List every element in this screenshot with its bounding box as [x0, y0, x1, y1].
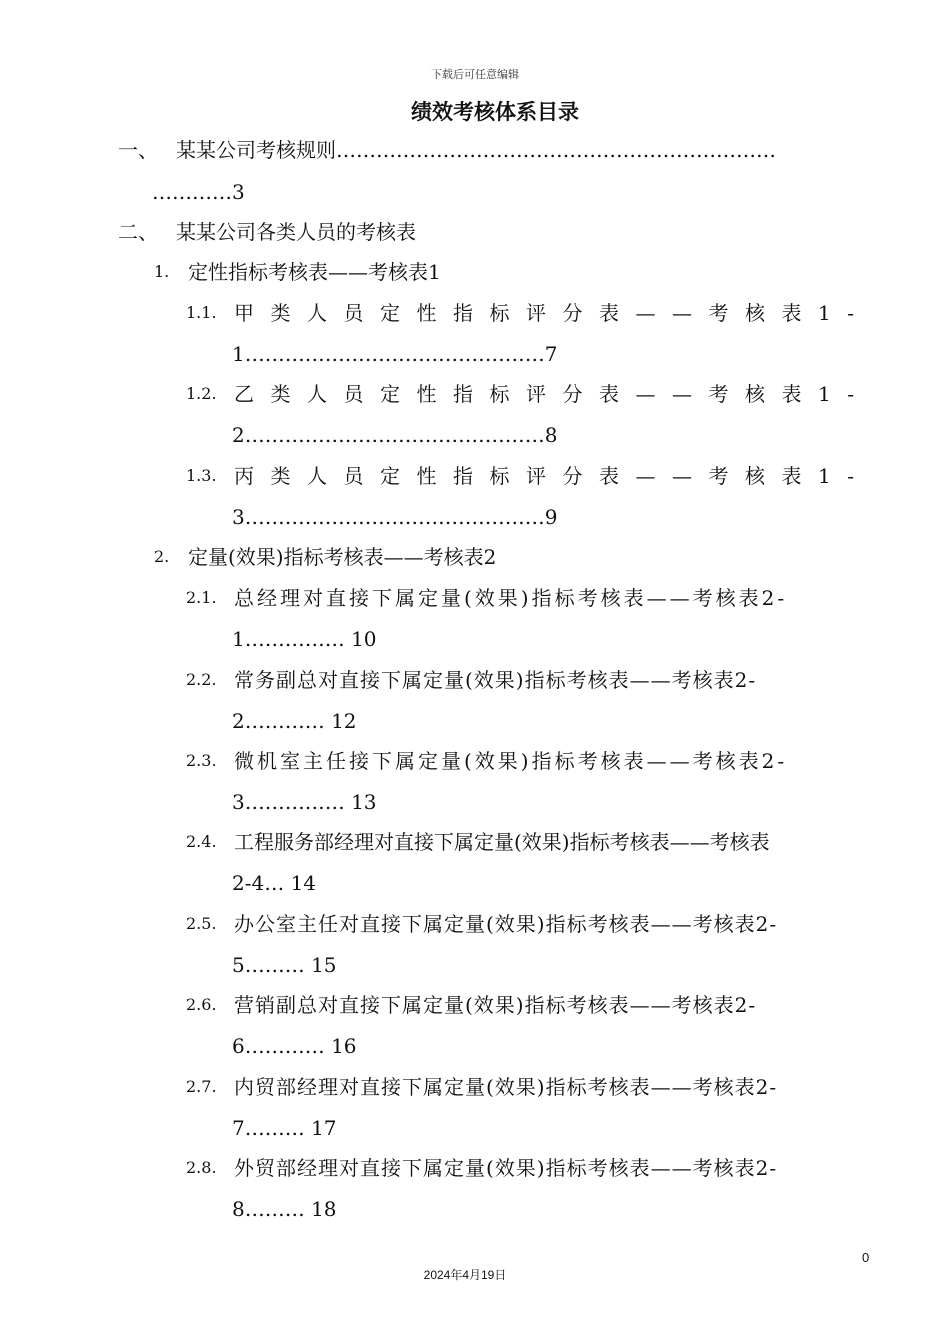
toc-number: 2.3.: [186, 751, 217, 770]
page-number: 0: [862, 1250, 870, 1265]
toc-text: 微机室主任接下属定量(效果)指标考核表——考核表2-: [234, 749, 788, 773]
toc-number: 1.1.: [186, 303, 217, 322]
toc-continuation: 3…………… 13: [232, 790, 377, 814]
footer-date: 2024年4月19日: [423, 1268, 507, 1282]
toc-continuation: 3………………………………………9: [232, 505, 558, 529]
toc-text: 某某公司各类人员的考核表: [176, 220, 416, 244]
toc-text: 某某公司考核规则…………………………………………………………: [176, 138, 776, 162]
toc-number: 一、: [118, 138, 158, 162]
toc-text: 乙类人员定性指标评分表——考核表1-: [234, 382, 871, 406]
toc-number: 2.8.: [186, 1158, 217, 1177]
toc-text: 内贸部经理对直接下属定量(效果)指标考核表——考核表2-: [234, 1075, 778, 1099]
toc-number: 2.7.: [186, 1077, 217, 1096]
page-header: 下载后可任意编辑: [431, 68, 519, 81]
toc-continuation: 1…………… 10: [232, 627, 377, 651]
toc-text: 工程服务部经理对直接下属定量(效果)指标考核表——考核表: [234, 830, 770, 854]
toc-continuation: 2-4… 14: [232, 871, 317, 895]
toc-continuation: 1………………………………………7: [232, 342, 558, 366]
toc-number: 1.3.: [186, 466, 217, 485]
toc-continuation: 2………………………………………8: [232, 423, 558, 447]
toc-number: 2.2.: [186, 670, 217, 689]
toc-number: 2.: [154, 547, 170, 566]
toc-number: 1.2.: [186, 384, 217, 403]
toc-text: 外贸部经理对直接下属定量(效果)指标考核表——考核表2-: [234, 1156, 778, 1180]
toc-text: 定性指标考核表——考核表1: [188, 260, 441, 284]
toc-text: 营销副总对直接下属定量(效果)指标考核表——考核表2-: [234, 993, 757, 1017]
toc-continuation: 5……… 15: [232, 953, 337, 977]
toc-continuation: 2………… 12: [232, 709, 357, 733]
toc-number: 2.6.: [186, 995, 217, 1014]
toc-number: 1.: [154, 262, 170, 281]
toc-number: 2.4.: [186, 832, 217, 851]
toc-continuation: 7……… 17: [232, 1116, 337, 1140]
toc-text: 办公室主任对直接下属定量(效果)指标考核表——考核表2-: [234, 912, 778, 936]
toc-continuation: 6………… 16: [232, 1034, 357, 1058]
toc-continuation: 8……… 18: [232, 1197, 337, 1221]
toc-text: 定量(效果)指标考核表——考核表2: [188, 545, 497, 569]
toc-number: 2.1.: [186, 588, 217, 607]
document-title: 绩效考核体系目录: [411, 99, 579, 124]
toc-continuation: …………3: [152, 180, 245, 204]
toc-text: 总经理对直接下属定量(效果)指标考核表——考核表2-: [234, 586, 788, 610]
toc-number: 2.5.: [186, 914, 217, 933]
toc-text: 甲类人员定性指标评分表——考核表1-: [234, 301, 871, 325]
toc-number: 二、: [118, 220, 158, 244]
toc-text: 丙类人员定性指标评分表——考核表1-: [234, 464, 871, 488]
toc-text: 常务副总对直接下属定量(效果)指标考核表——考核表2-: [234, 668, 757, 692]
